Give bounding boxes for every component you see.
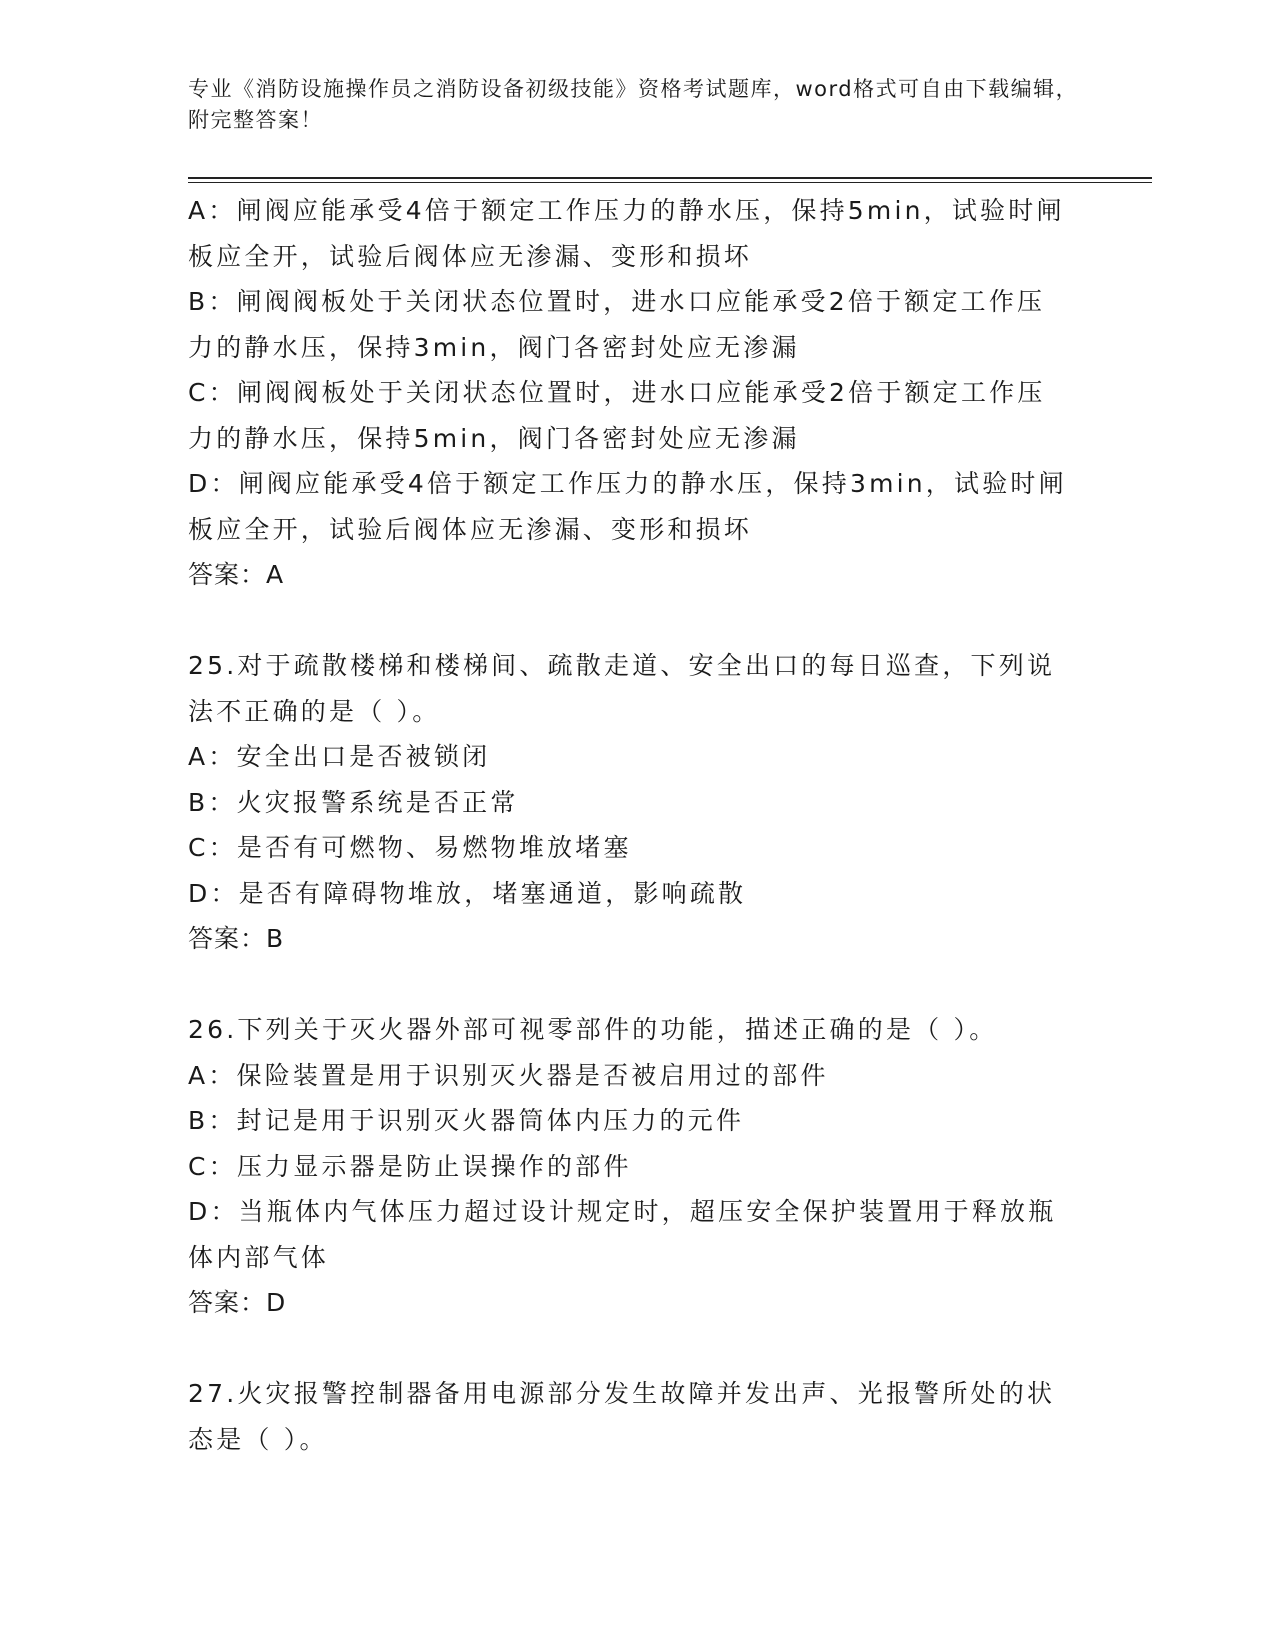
- question-27: [188, 1371, 1088, 1462]
- question-26: [188, 1007, 1088, 1326]
- option-c-line-1: C：闸阀阀板处于关闭状态位置时，进水口应能承受2倍于额定工作压: [188, 378, 1046, 407]
- question-27-stem-line-2: 态是（ ）。: [188, 1424, 328, 1454]
- option-b: B：封记是用于识别灭火器筒体内压力的元件: [188, 1106, 745, 1135]
- option-b-line-1: B：闸阀阀板处于关闭状态位置时，进水口应能承受2倍于额定工作压: [188, 287, 1046, 316]
- spacer: [188, 962, 1088, 1008]
- header-divider-thin: [188, 182, 1152, 183]
- option-d-line-2: 板应全开，试验后阀体应无渗漏、变形和损坏: [188, 514, 753, 544]
- option-a-line-1: A：闸阀应能承受4倍于额定工作压力的静水压，保持5min，试验时闸: [188, 196, 1065, 225]
- question-26-stem: 26.下列关于灭火器外部可视零部件的功能，描述正确的是（ ）。: [188, 1015, 998, 1044]
- question-content: [188, 188, 1088, 1462]
- option-d-line-1: D：闸阀应能承受4倍于额定工作压力的静水压，保持3min，试验时闸: [188, 469, 1067, 498]
- header-divider: [188, 177, 1152, 179]
- option-c: C：压力显示器是防止误操作的部件: [188, 1151, 632, 1181]
- option-c: C：是否有可燃物、易燃物堆放堵塞: [188, 833, 632, 862]
- answer-26: 答案：D: [188, 1288, 287, 1317]
- answer-24: 答案：A: [188, 560, 285, 589]
- question-25: [188, 643, 1088, 962]
- option-d-line-1: D：当瓶体内气体压力超过设计规定时，超压安全保护装置用于释放瓶: [188, 1197, 1057, 1226]
- option-b-line-2: 力的静水压，保持3min，阀门各密封处应无渗漏: [188, 332, 800, 362]
- question-25-stem-line-1: 25.对于疏散楼梯和楼梯间、疏散走道、安全出口的每日巡查，下列说: [188, 651, 1056, 680]
- option-a-line-2: 板应全开，试验后阀体应无渗漏、变形和损坏: [188, 241, 753, 271]
- spacer: [188, 1326, 1088, 1372]
- question-27-stem-line-1: 27.火灾报警控制器备用电源部分发生故障并发出声、光报警所处的状: [188, 1379, 1056, 1408]
- document-header: 专业《消防设施操作员之消防设备初级技能》资格考试题库，word格式可自由下载编辑，附完整答案！: [188, 77, 1079, 132]
- option-d: D：是否有障碍物堆放，堵塞通道，影响疏散: [188, 878, 747, 908]
- option-d-line-2: 体内部气体: [188, 1242, 330, 1272]
- option-b: B：火灾报警系统是否正常: [188, 787, 519, 817]
- option-a: A：安全出口是否被锁闭: [188, 742, 491, 771]
- spacer: [188, 598, 1088, 644]
- answer-25: 答案：B: [188, 924, 285, 953]
- option-c-line-2: 力的静水压，保持5min，阀门各密封处应无渗漏: [188, 423, 800, 453]
- option-a: A：保险装置是用于识别灭火器是否被启用过的部件: [188, 1060, 829, 1090]
- question-24-options: [188, 188, 1088, 598]
- question-25-stem-line-2: 法不正确的是（ ）。: [188, 696, 441, 726]
